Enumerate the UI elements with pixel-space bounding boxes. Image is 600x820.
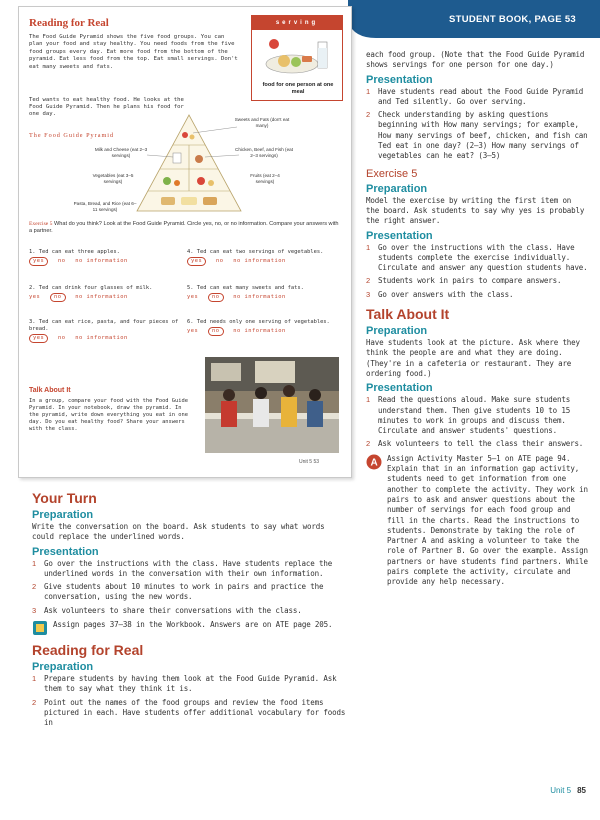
food-pyramid xyxy=(73,107,293,217)
activity-master-icon xyxy=(366,454,382,470)
option-no-information[interactable]: no information xyxy=(75,257,128,264)
pyramid-label-sweets: Sweets and Fats (don't eat many) xyxy=(234,117,290,128)
sb-talk-title: Talk About It xyxy=(29,387,71,394)
exercise-item-text: 3. Ted can eat rice, pasta, and four pieces of bread. xyxy=(29,319,179,332)
list-item xyxy=(366,110,588,161)
item-text: Have students read about the Food Guide Pyramid and Ted silently. Go over serving. xyxy=(378,86,584,106)
list-item xyxy=(366,439,588,449)
item-number: 1 xyxy=(366,86,371,96)
exercise-item xyxy=(187,249,337,266)
exercise-options xyxy=(29,257,179,266)
heading-reading-for-real: Reading for Real xyxy=(32,642,144,659)
item-text: Prepare students by having them look at the Food Guide Pyramid. Ask them to say what they think it is. xyxy=(44,674,337,694)
prep-text: Write the conversation on the board. Ask students to say what words could replace the underlined words. xyxy=(32,522,325,542)
item-text: Ask volunteers to share their conversations with the class. xyxy=(44,605,302,615)
exercise-options xyxy=(29,293,179,302)
option-no[interactable]: no xyxy=(58,257,66,264)
option-no[interactable]: no xyxy=(58,334,66,341)
list-item xyxy=(366,276,588,286)
list-item xyxy=(366,290,588,300)
item-text: Ask volunteers to tell the class their answers. xyxy=(378,439,584,449)
activity-master-text: Assign Activity Master 5–1 on ATE page 94. Explain that in an information gap activity, students need to get information from one another to complete the activity. They work in pairs to ask and answer questions about the number of servings for each food group and fill in the charts. Read the instructions to students. Demonstrate by taking the role of Partner A and asking a volunteer to take the role of Partner B. Go over the example. Assign partners or have students find partners. While pairs complete the activity, circulate and provide any help necessary. xyxy=(387,453,588,587)
heading-your-turn: Your Turn xyxy=(32,490,97,506)
item-number: 1 xyxy=(32,558,37,568)
list-item xyxy=(32,674,350,695)
page-footer xyxy=(550,786,586,795)
exercise-item-text: 5. Ted can eat many sweets and fats. xyxy=(187,285,304,291)
exercise-options xyxy=(187,293,337,302)
option-yes[interactable]: yes xyxy=(29,257,48,266)
exercise-item xyxy=(29,319,179,343)
heading-exercise-5: Exercise 5 xyxy=(366,167,418,180)
heading-preparation: Preparation xyxy=(32,661,94,674)
exercise-item-text: 4. Ted can eat two servings of vegetables. xyxy=(187,249,324,255)
sb-exercise-instructions: What do you think? Look at the Food Guide Pyramid. Circle yes, no, or no information. Compare your answers with a partner. xyxy=(29,221,339,235)
option-no[interactable]: no xyxy=(216,257,224,264)
exercise-options xyxy=(187,327,337,336)
item-number: 3 xyxy=(366,289,371,299)
workbook-text: Assign pages 37–38 in the Workbook. Answers are on ATE page 205. xyxy=(53,620,333,630)
activity-master-note xyxy=(366,454,588,588)
student-book-page xyxy=(18,6,352,478)
item-text: Go over the instructions with the class. Have students replace the underlined words in the conversation with their own information. xyxy=(44,558,333,578)
list-item xyxy=(366,395,588,436)
banner-title: STUDENT BOOK, PAGE 53 xyxy=(448,14,576,25)
prep-text: Have students look at the picture. Ask where they think the people are and what they are doing. (They're in a cafeteria or restaurant. They are ordering food.) xyxy=(366,338,580,378)
footer-unit: Unit 5 xyxy=(550,786,572,795)
heading-presentation: Presentation xyxy=(366,73,433,86)
item-number: 2 xyxy=(32,582,37,592)
option-no[interactable]: no xyxy=(208,293,224,302)
pyramid-title: The Food Guide Pyramid xyxy=(29,132,115,139)
item-number: 1 xyxy=(32,674,37,684)
list-item xyxy=(32,606,350,616)
exercise-item xyxy=(187,285,337,302)
sb-footer: Unit 5 53 xyxy=(299,459,320,465)
option-no-information[interactable]: no information xyxy=(233,257,286,264)
workbook-icon xyxy=(32,620,48,636)
item-text: Students work in pairs to compare answers. xyxy=(378,276,562,286)
item-number: 2 xyxy=(366,439,371,449)
item-text: Point out the names of the food groups and review the food items pictured in each. Have students offer additional vocabulary for foods in xyxy=(44,697,346,728)
pyramid-label-chicken: Chicken, Beef, and Fish (eat 2–3 servings) xyxy=(235,147,293,158)
item-number: 2 xyxy=(32,697,37,707)
right-column xyxy=(366,50,588,588)
page-banner xyxy=(348,0,600,38)
prep-text: Model the exercise by writing the first item on the board. Ask students to say why yes is probably the right answer. xyxy=(366,195,585,226)
item-text: Read the questions aloud. Make sure students understand them. Then give students 10 to 15 minutes to work in groups and discuss them. Circulate and answer students' questions. xyxy=(378,395,571,436)
option-no-information[interactable]: no information xyxy=(233,327,286,334)
exercise-item xyxy=(29,285,179,302)
footer-page-number: 85 xyxy=(577,786,586,795)
item-number: 1 xyxy=(366,242,371,252)
serving-title: serving xyxy=(252,16,342,30)
option-yes[interactable]: yes xyxy=(187,257,206,266)
heading-preparation: Preparation xyxy=(366,182,428,195)
pyramid-label-vegetables: Vegetables (eat 3–5 servings) xyxy=(92,173,134,184)
sb-exercise-heading xyxy=(29,221,343,235)
item-text: Go over the instructions with the class. Have students complete the exercise individually. Circulate and answer any question students have. xyxy=(378,242,588,273)
option-no-information[interactable]: no information xyxy=(233,293,286,300)
list-item xyxy=(32,559,350,580)
heading-presentation: Presentation xyxy=(366,382,433,395)
option-yes[interactable]: yes xyxy=(187,327,199,334)
item-text: Check understanding by asking questions beginning with How many servings; for example, How many servings of beef, chicken, and fish can Ted eat in one day? (2–3) How many servings of vegetables can he eat? (3–5) xyxy=(378,110,588,161)
item-text: Go over answers with the class. xyxy=(378,289,514,299)
pyramid-label-fruits: Fruits (eat 2–4 servings) xyxy=(250,173,280,184)
heading-preparation: Preparation xyxy=(366,325,428,338)
item-number: 1 xyxy=(366,395,371,405)
serving-plate-illustration xyxy=(262,34,334,76)
option-no[interactable]: no xyxy=(208,327,224,336)
sb-title: Reading for Real xyxy=(29,17,109,29)
list-item xyxy=(32,582,350,603)
list-item xyxy=(366,87,588,108)
cafeteria-photo xyxy=(205,357,339,453)
exercise-item-text: 2. Ted can drink four glasses of milk. xyxy=(29,285,153,291)
item-number: 2 xyxy=(366,276,371,286)
option-no[interactable]: no xyxy=(50,293,66,302)
list-item xyxy=(366,243,588,274)
sb-ted-text: Ted wants to eat healthy food. He looks at the Food Guide Pyramid. Then he plans his food for one day. xyxy=(29,97,184,118)
heading-talk-about-it: Talk About It xyxy=(366,306,450,323)
exercise-item-text: 6. Ted needs only one serving of vegetables. xyxy=(187,319,330,325)
heading-presentation: Presentation xyxy=(32,545,99,558)
heading-preparation: Preparation xyxy=(32,509,94,521)
exercise-item-text: 1. Ted can eat three apples. xyxy=(29,249,120,255)
workbook-note xyxy=(32,620,350,636)
exercise-options xyxy=(187,257,337,266)
serving-caption: food for one person at one meal xyxy=(262,82,334,95)
option-yes[interactable]: yes xyxy=(187,293,199,300)
exercise-item xyxy=(29,249,179,266)
sb-talk-body: In a group, compare your food with the Food Guide Pyramid. In your notebook, draw the pyramid. In the pyramid, write down everything you eat in one day. Do you eat healthy food? Share your answers with the class. xyxy=(29,398,189,432)
option-yes[interactable]: yes xyxy=(29,293,41,300)
item-number: 3 xyxy=(32,605,37,615)
left-column xyxy=(32,490,350,732)
exercise-options xyxy=(29,334,179,343)
heading-presentation: Presentation xyxy=(366,229,433,242)
list-item xyxy=(32,698,350,729)
sb-intro: The Food Guide Pyramid shows the five food groups. You can plan your food and stay healthy. You need foods from the five food groups every day. Eat more food from the bottom of the pyramid. Eat less food from the top. Eat small servings. Don't eat many sweets and fats. xyxy=(29,34,238,70)
serving-box xyxy=(251,15,343,101)
item-text: Give students about 10 minutes to work in pairs and practice the conversation, using the new words. xyxy=(44,582,324,602)
exercise-item xyxy=(187,319,337,336)
option-no-information[interactable]: no information xyxy=(75,334,128,341)
pyramid-label-milk: Milk and Cheese (eat 2–3 servings) xyxy=(94,147,148,158)
option-no-information[interactable]: no information xyxy=(75,293,128,300)
item-number: 2 xyxy=(366,110,371,120)
right-cont-text: each food group. (Note that the Food Guide Pyramid shows servings for one person for one day.) xyxy=(366,50,585,70)
activity-master-letter: A xyxy=(370,457,378,469)
pyramid-label-pasta: Pasta, Bread, and Rice (eat 6–11 servings) xyxy=(73,201,137,212)
option-yes[interactable]: yes xyxy=(29,334,48,343)
sb-exercise-label: Exercise 5 xyxy=(29,221,53,227)
